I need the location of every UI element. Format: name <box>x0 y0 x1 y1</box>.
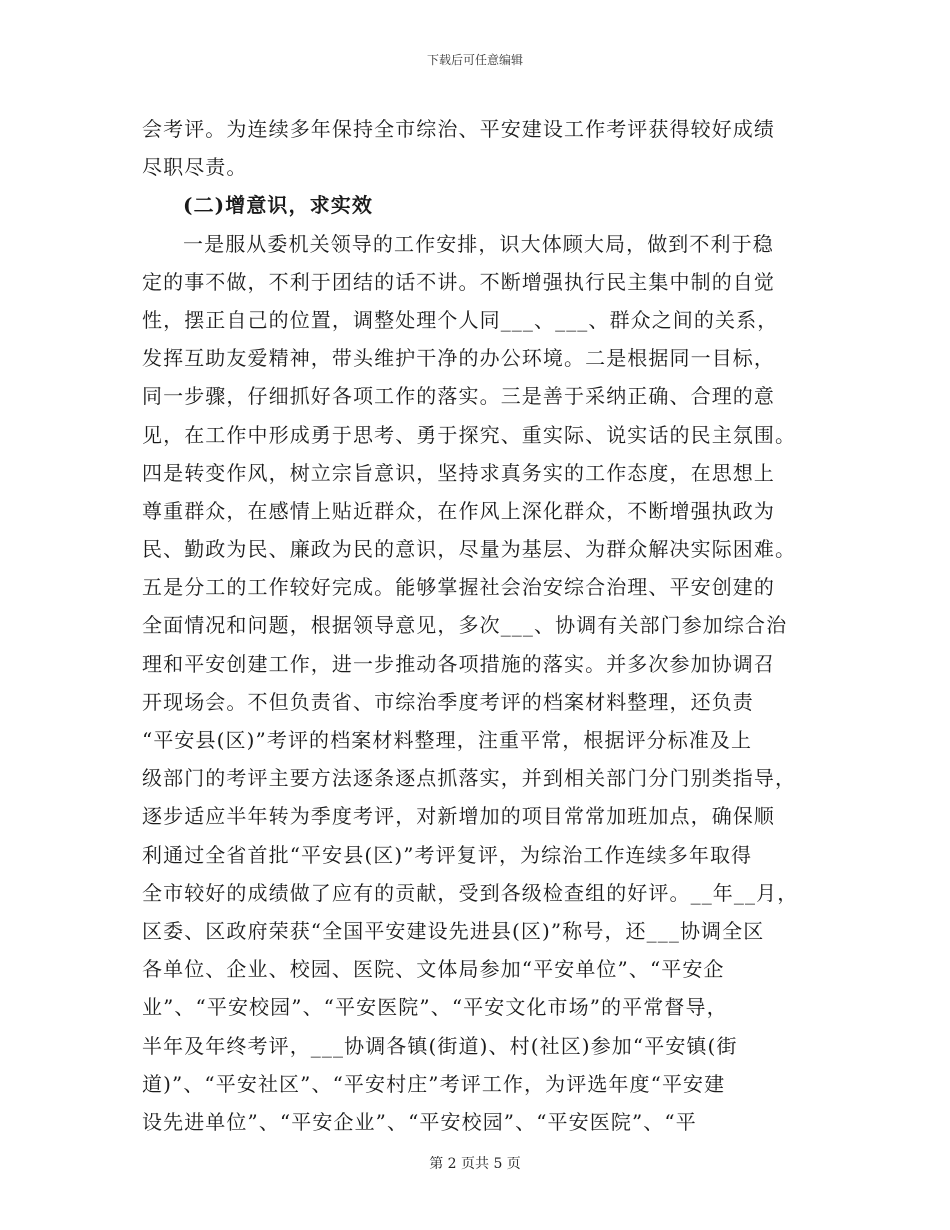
paragraph-line: 同一步骤，仔细抓好各项工作的落实。三是善于采纳正确、合理的意 <box>142 384 775 409</box>
paragraph-line: 会考评。为连续多年保持全市综治、平安建设工作考评获得较好成绩 <box>142 117 775 141</box>
paragraph-line: 逐步适应半年转为季度考评，对新增加的项目常常加班加点，确保顺 <box>142 804 775 829</box>
document-body <box>142 110 810 1141</box>
paragraph-line: 级部门的考评主要方法逐条逐点抓落实，并到相关部门分门别类指导， <box>142 766 797 791</box>
paragraph-line: 见，在工作中形成勇于思考、勇于探究、重实际、说实话的民主氛围。 <box>142 422 797 447</box>
paragraph-line: 尊重群众，在感情上贴近群众，在作风上深化群众，不断增强执政为 <box>142 498 775 523</box>
paragraph-line: “平安县(区)”考评的档案材料整理，注重平常，根据评分标准及上 <box>142 728 753 752</box>
paragraph-line: 全面情况和问题，根据领导意见，多次___、协调有关部门参加综合治 <box>142 613 788 638</box>
paragraph-line: 各单位、企业、校园、医院、文体局参加“平安单位”、“平安企 <box>142 957 725 982</box>
paragraph-line: 理和平安创建工作，进一步推动各项措施的落实。并多次参加协调召 <box>142 651 775 676</box>
paragraph-line: 性，摆正自己的位置，调整处理个人同___、___、群众之间的关系， <box>142 307 779 332</box>
paragraph-line: 利通过全省首批“平安县(区)”考评复评，为综治工作连续多年取得 <box>142 842 753 867</box>
paragraph-line: 半年及年终考评，___协调各镇(街道)、村(社区)参加“平安镇(街 <box>142 1033 738 1058</box>
paragraph-line: 道)”、“平安社区”、“平安村庄”考评工作，为评选年度“平安建 <box>142 1071 726 1096</box>
paragraph-line: 开现场会。不但负责省、市综治季度考评的档案材料整理，还负责 <box>142 689 754 714</box>
paragraph-line: 设先进单位”、“平安企业”、“平安校园”、“平安医院”、“平 <box>142 1109 697 1134</box>
paragraph-line: 一是服从委机关领导的工作安排，识大体顾大局，做到不利于稳 <box>183 231 774 256</box>
paragraph-line: 民、勤政为民、廉政为民的意识，尽量为基层、为群众解决实际困难。 <box>142 537 797 562</box>
paragraph-line: 发挥互助友爱精神，带头维护干净的办公环境。二是根据同一目标， <box>142 346 775 371</box>
page-header: 下载后可任意编辑 <box>426 53 523 67</box>
section-heading: (二)增意识，求实效 <box>183 193 373 218</box>
paragraph-line: 五是分工的工作较好完成。能够掌握社会治安综合治理、平安创建的 <box>142 575 775 600</box>
page-footer: 第 2 页共 5 页 <box>429 1156 521 1172</box>
paragraph-line: 四是转变作风，树立宗旨意识，坚持求真务实的工作态度，在思想上 <box>142 460 775 485</box>
paragraph-line: 定的事不做，不利于团结的话不讲。不断增强执行民主集中制的自觉 <box>142 269 775 294</box>
paragraph-line: 区委、区政府荣获“全国平安建设先进县(区)”称号，还___协调全区 <box>142 918 765 943</box>
paragraph-line: 全市较好的成绩做了应有的贡献，受到各级检查组的好评。__年__月， <box>142 880 799 905</box>
paragraph-line: 业”、“平安校园”、“平安医院”、“平安文化市场”的平常督导， <box>142 995 728 1020</box>
paragraph-line: 尽职尽责。 <box>142 155 248 180</box>
